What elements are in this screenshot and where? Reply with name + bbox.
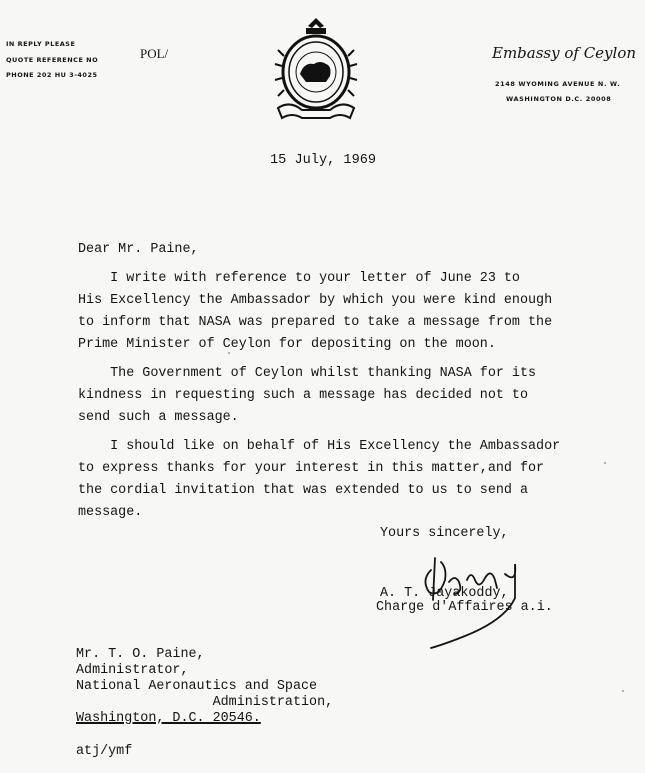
paragraph-2-line-1: The Government of Ceylon whilst thanking NASA for its [78,366,537,381]
address-line-1: 2148 WYOMING AVENUE N. W. [495,80,621,88]
scan-speck [228,352,230,354]
recipient-line-5: Washington, D.C. 20546. [76,711,261,726]
recipient-line-4: Administration, [76,695,334,710]
paragraph-1-line-4: Prime Minister of Ceylon for depositing on the moon. [78,337,496,352]
embassy-name: Embassy of Ceylon [492,44,637,62]
recipient-line-2: Administrator, [76,663,189,678]
salutation: Dear Mr. Paine, [78,242,199,257]
closing: Yours sincerely, [380,526,509,541]
paragraph-3-line-1: I should like on behalf of His Excellency the Ambassador [78,439,561,454]
recipient-line-1: Mr. T. O. Paine, [76,647,205,662]
recipient-line-3: National Aeronautics and Space [76,679,318,694]
address-line-2: WASHINGTON D.C. 20008 [506,95,612,103]
paragraph-3-line-3: the cordial invitation that was extended to us to send a [78,483,528,498]
scan-speck [604,462,606,464]
scan-speck [622,690,624,692]
reference-code: POL/ [140,46,169,61]
paragraph-1-line-3: to inform that NASA was prepared to take a message from the [78,315,553,330]
paragraph-3-line-2: to express thanks for your interest in this matter,and for [78,461,545,476]
paragraph-1-line-2: His Excellency the Ambassador by which you were kind enough [78,293,553,308]
typist-initials: atj/ymf [76,744,133,759]
reference-note-line: QUOTE REFERENCE NO [6,56,99,64]
embassy-crest-icon [270,16,362,126]
signer-name: A. T. Jayakoddy, [380,586,509,601]
paragraph-1-line-1: I write with reference to your letter of June 23 to [78,271,520,286]
reply-note-line: IN REPLY PLEASE [6,40,76,48]
signer-title: Charge d'Affaires a.i. [376,600,553,615]
phone-line: PHONE 202 HU 3-4025 [6,71,98,79]
paragraph-3-line-4: message. [78,505,143,520]
paragraph-2-line-2: kindness in requesting such a message has decided not to [78,388,528,403]
letter-date: 15 July, 1969 [270,153,377,168]
paragraph-2-line-3: send such a message. [78,410,239,425]
